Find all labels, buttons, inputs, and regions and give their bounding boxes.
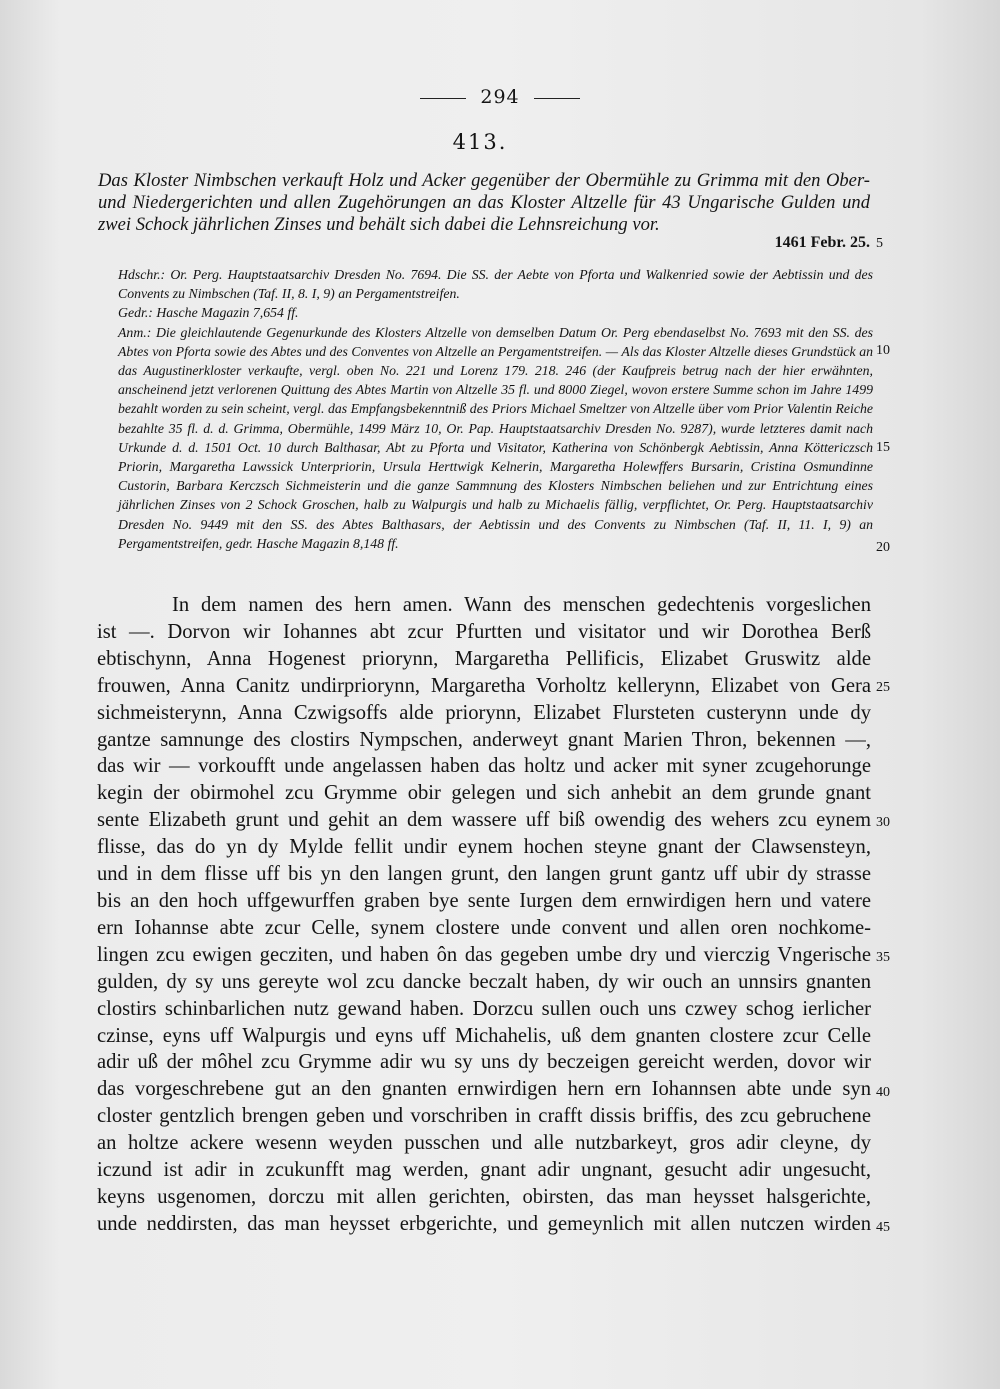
text-line: In dem namen des hern amen. Wann des menschen gedechtenis vorgeslichen <box>172 594 871 616</box>
text-line: sichmeisterynn, Anna Czwigsoffs alde priorynn, Elizabet Flursteten custerynn unde dy <box>97 701 871 724</box>
page-number-rule-left <box>420 98 466 99</box>
line-number: 5 <box>876 236 883 251</box>
line-number: 30 <box>876 815 890 830</box>
page-number-rule-right <box>534 98 580 99</box>
page-number-text: 294 <box>480 86 520 108</box>
note-remark: Anm.: Die gleichlautende Gegenurkunde des Klosters Altzelle von demselben Datum Or. Perg ebendaselbst No. 7693 mit den SS. des Abtes von Pforta sowie des Abtes und des Conventes von Altzelle an Pergamentstreifen. — Als das Kloster Altzelle dieses Grundstück an das Augustinerkloster verkaufte, vergl. oben No. 221 und Lorenz 179. 218. 246 (der Kaufpreis betrug nach der hier erwähnten, anscheinend jetzt verlorenen Quittung des Abtes Martin von Altzelle 35 fl. und 8000 Ziegel, wovon erstere Summe schon im Jahre 1499 bezahlt worden zu sein scheint, vergl. das Empfangsbekenntniß des Priors Michael Smeltzer von Altzelle über vom Prior Valentin Reiche bezahlte 35 fl. d. d. Grimma, Obermühle, 1499 März 10, Or. Pap. Hauptstaatsarchiv Dresden No. 9287), wurde letzteres damit nach Urkunde d. d. 1501 Oct. 10 durch Balthasar, Abt zu Pforta und Visitator, Katherina von Schönbergk Aebtissin, Anna Köttericzsch Priorin, Margaretha Lawssick Unterpriorin, Ursula Herttwigk Kelnerin, Margaretha Holewffers Bursarin, Cristina Osmundinne Custorin, Barbara Kerczsch Sichmeisterin und die ganze Sammnung des Klosters Nimbschen beliehen und zur Entrichtung eines jährlichen Zinses von 2 Schock Groschen, halb zu Walpurgis und halb zu Michaelis fällig, verpflichtet, Or. Perg. Hauptstaatsarchiv Dresden No. 9449 mit den SS. des Abtes Balthasars, der Aebtissin und des Convents zu Nimbschen (Taf. II, 11. I, 9) an Pergamentstreifen, gedr. Hasche Magazin 8,148 ff. <box>118 324 873 551</box>
text-line: gulden, dy sy uns gereyte wol zcu dancke beczalt haben, dy wir ouch an unnsirs gnanten <box>97 970 871 993</box>
text-line: ebtischynn, Anna Hogenest priorynn, Margaretha Pellificis, Elizabet Gruswitz alde <box>97 647 871 670</box>
text-line: clostirs schinbarlichen nutz gewand haben. Dorzcu sullen ouch uns czwey schog ierlicher <box>97 997 871 1020</box>
text-line: closter gentzlich brengen geben und vorschriben in crafft dissis briffis, des zcu gebruchene <box>97 1105 871 1128</box>
text-line: gantze samnunge des clostirs Nympschen, anderweyt gnant Marien Thron, bekennen —, <box>97 728 871 751</box>
line-number: 15 <box>876 440 890 455</box>
document-date: 1461 Febr. 25. <box>774 234 870 251</box>
text-line: unde neddirsten, das man heysset erbgerichte, und gemeynlich mit allen nutczen wirden <box>97 1212 871 1235</box>
line-number: 40 <box>876 1085 890 1100</box>
text-line: frouwen, Anna Canitz undirpriorynn, Margaretha Vorholtz kellerynn, Elizabet von Gera <box>97 674 871 697</box>
page-number <box>0 86 1000 108</box>
document-summary: Das Kloster Nimbschen verkauft Holz und Acker gegenüber der Obermühle zu Grimma mit den Ober- und Niedergerichten und allen Zugehörungen an das Kloster Altzelle für 43 Ungarische Gulden und zwei Schock jährlichen Zinses und behält sich dabei die Lehnsreichung vor. <box>98 170 870 235</box>
text-line: iczund ist adir in zcukunfft mag werden, gnant adir ungnant, gesucht adir ungesucht, <box>97 1159 871 1182</box>
charter-text <box>97 592 871 1238</box>
text-line: keyns usgenomen, dorczu mit allen gerichten, obirsten, das man heysset halsgerichte, <box>97 1185 871 1208</box>
line-number: 35 <box>876 950 890 965</box>
document-number: 413. <box>452 130 508 154</box>
source-notes <box>118 265 873 553</box>
line-number: 25 <box>876 680 890 695</box>
line-number: 45 <box>876 1220 890 1235</box>
text-line: kegin der obirmohel zcu Grymme obir gelegen und sich anhebit an dem grunde gnant <box>97 782 871 805</box>
text-line: bis an den hoch uffgewurffen graben bye sente Iurgen dem ernwirdigen hern und vatere <box>97 889 871 912</box>
text-line: ist —. Dorvon wir Iohannes abt zcur Pfurtten und visitator und wir Dorothea Berß <box>97 620 871 643</box>
note-manuscript: Hdschr.: Or. Perg. Hauptstaatsarchiv Dresden No. 7694. Die SS. der Aebte von Pforta und Walkenried sowie der Aebtissin und des Convents zu Nimbschen (Taf. II, 8. I, 9) an Pergamentstreifen. <box>118 267 873 302</box>
text-line: adir uß der môhel zcu Grymme adir wu sy uns dy beczeigen gereicht werden, dovor wir <box>97 1051 871 1074</box>
text-line: und in dem flisse uff bis yn den langen grunt, den langen grunt gantz uff ubir dy strasse <box>97 863 871 886</box>
text-line: czinse, eyns uff Walpurgis und eyns uff Michahelis, uß dem gnanten clostere zcur Celle <box>97 1024 871 1047</box>
text-line: flisse, das do yn dy Mylde fellit undir eynem hochen steyne gnant der Clawsensteyn, <box>97 836 871 859</box>
text-line: das wir — vorkoufft unde angelassen haben das holtz und acker mit syner zcugehorunge <box>97 755 871 778</box>
text-line: lingen zcu ewigen gecziten, und haben ôn das gegeben umbe dry und vierczig Vngerische <box>97 943 871 966</box>
text-line: das vorgeschrebene gut an den gnanten ernwirdigen hern ern Iohannsen abte unde syn <box>97 1078 871 1101</box>
text-line: ern Iohannse abte zcur Celle, synem clostere unde convent und allen oren nochkome- <box>97 916 871 939</box>
text-line: an holtze ackere wesenn weyden pusschen und alle nutzbarkeyt, gros adir cleyne, dy <box>97 1132 871 1155</box>
note-printed: Gedr.: Hasche Magazin 7,654 ff. <box>118 305 299 321</box>
line-number: 10 <box>876 343 890 358</box>
line-number: 20 <box>876 540 890 555</box>
text-line: sente Elizabeth grunt und gehit an dem wassere uff biß owendig des wehers zcu eynem <box>97 809 871 832</box>
